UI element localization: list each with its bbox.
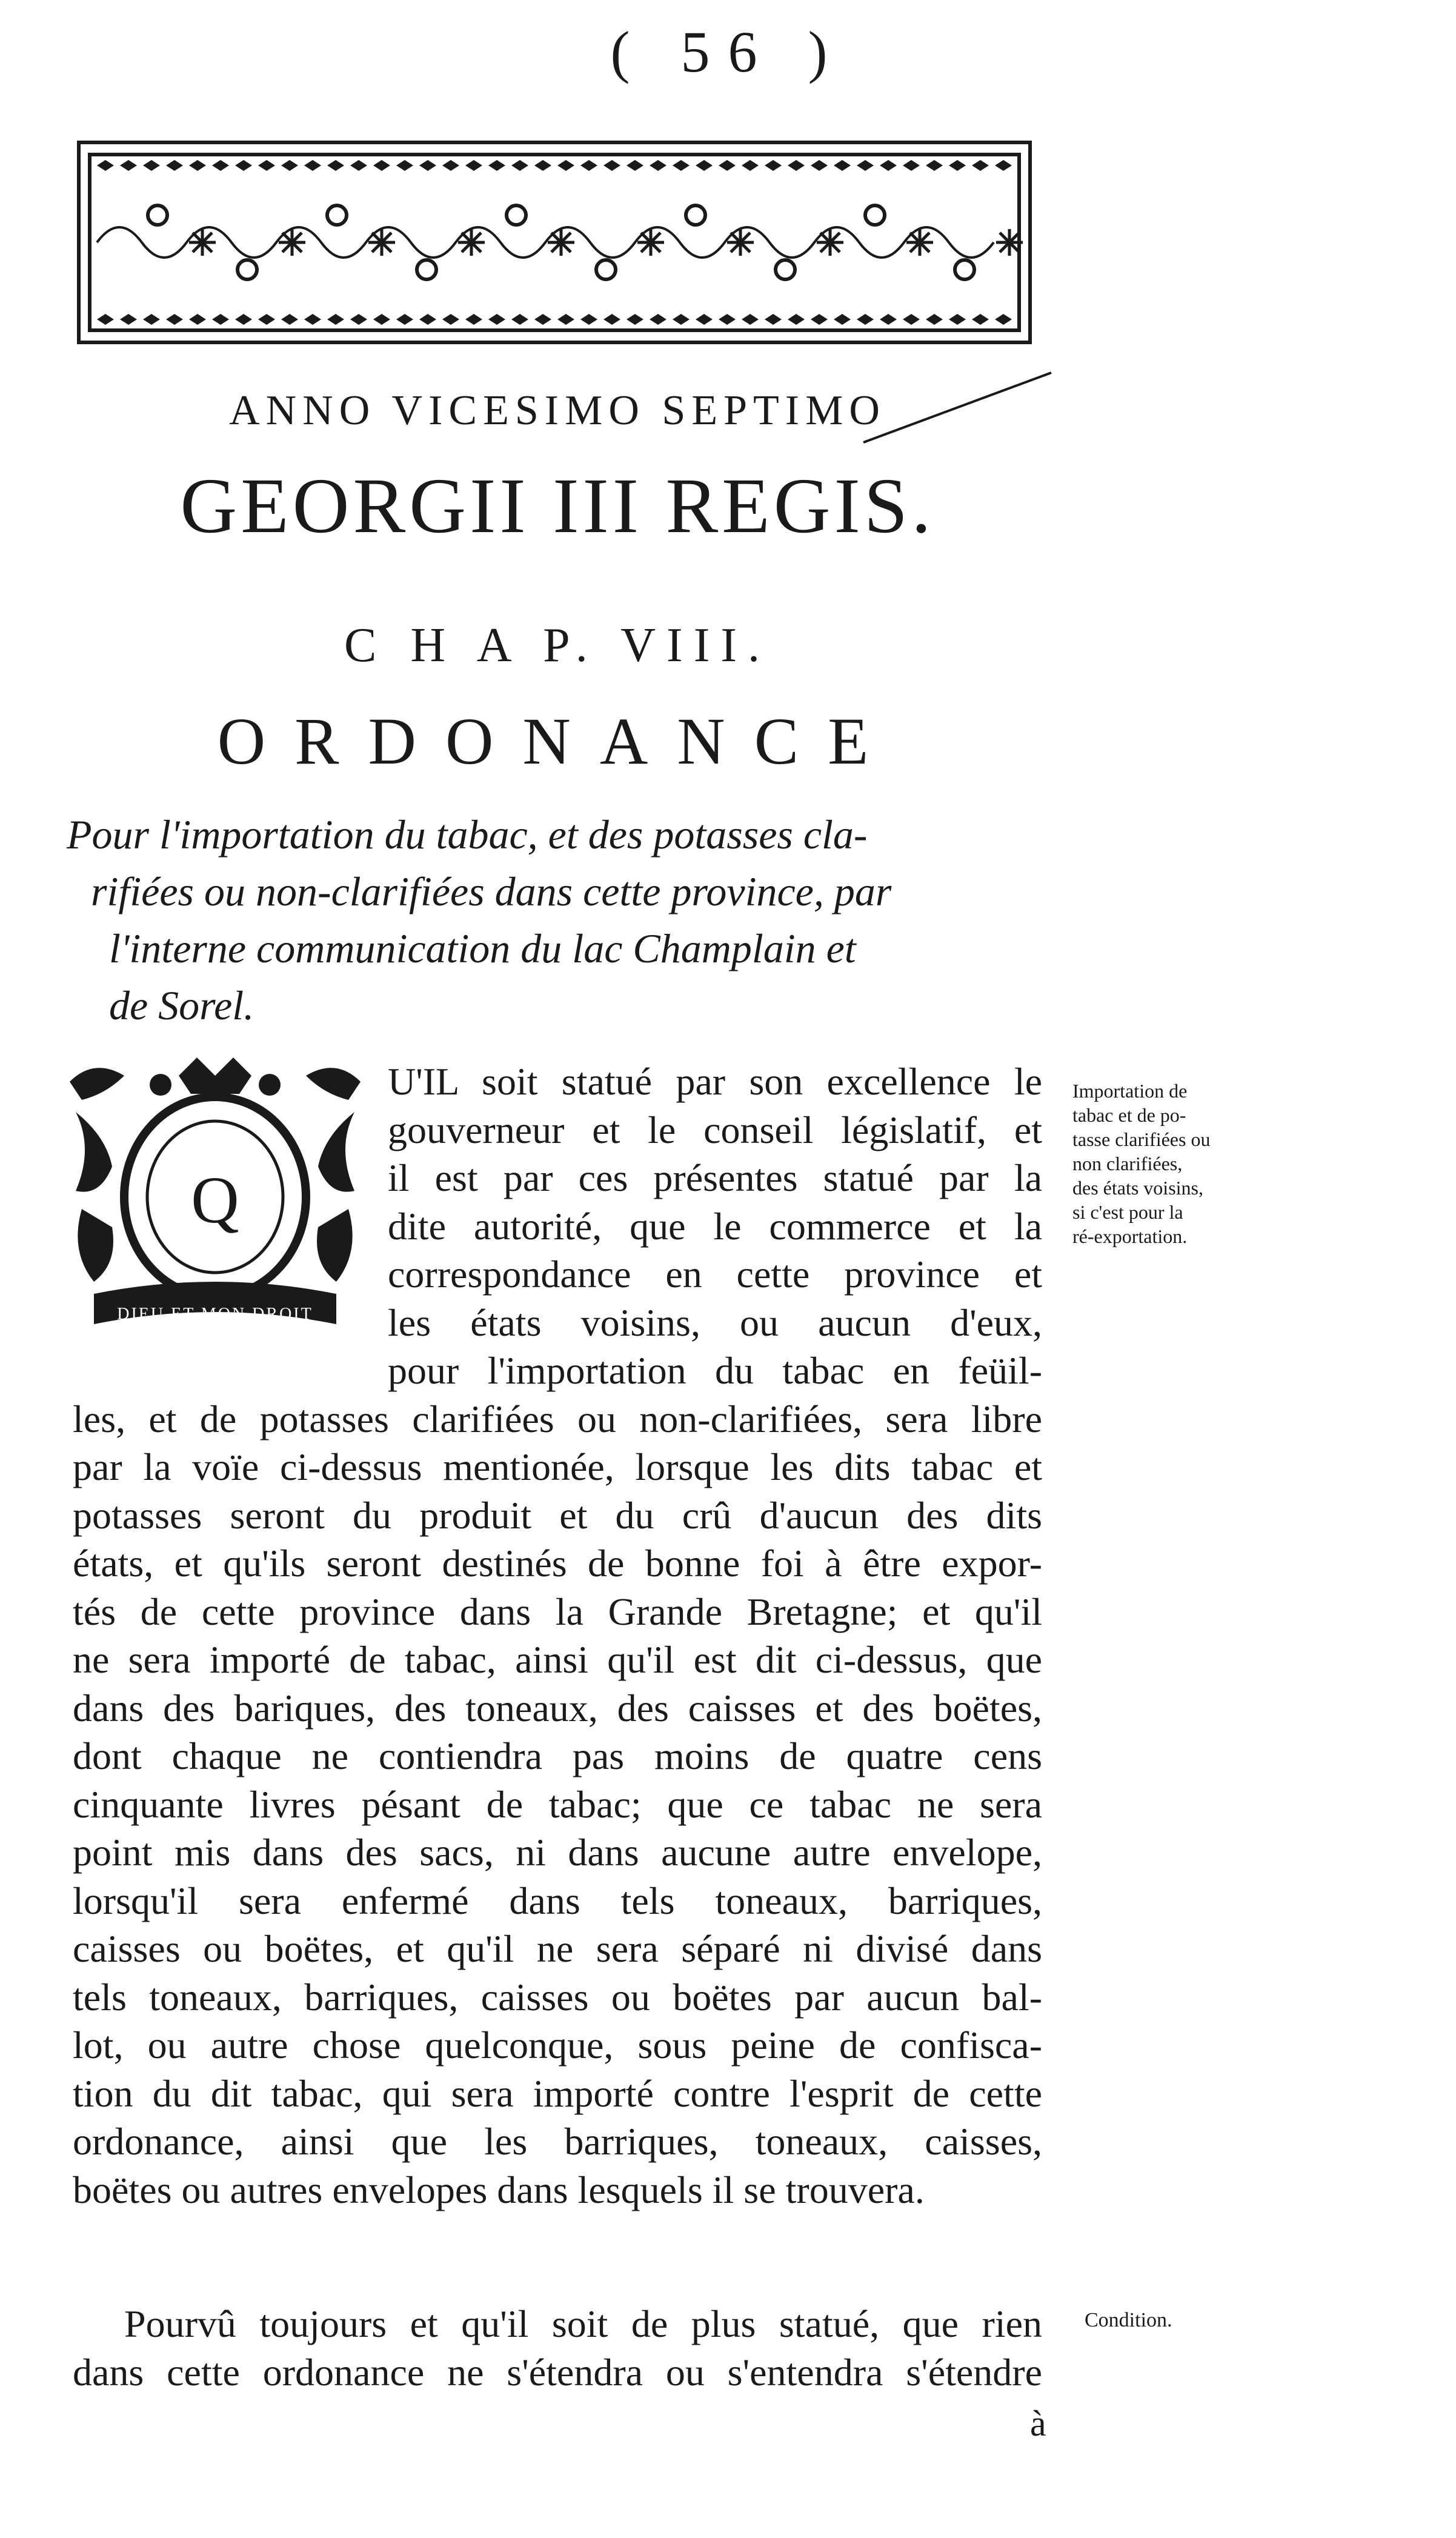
margin-note-condition: Condition. bbox=[1085, 2309, 1172, 2331]
margin-note-line: tasse clarifiées ou bbox=[1072, 1128, 1211, 1150]
border-diamond bbox=[949, 314, 966, 325]
subtitle-line: rifiées ou non-clarifiées dans cette province, par bbox=[91, 868, 892, 914]
initial-motto: DIEU ET MON DROIT bbox=[117, 1305, 313, 1324]
body-line: par la voïe ci-dessus mentionée, lorsque les dits tabac et bbox=[73, 1445, 1042, 1488]
border-diamond bbox=[580, 314, 597, 325]
star-sprig bbox=[906, 229, 933, 256]
body-line: tion du dit tabac, qui sera importé contre l'esprit de cette bbox=[73, 2071, 1042, 2115]
body-line: boëtes ou autres envelopes dans lesquels il se trouvera. bbox=[73, 2168, 925, 2211]
border-diamond bbox=[465, 314, 482, 325]
regis-heading: GEORGII III REGIS. bbox=[180, 462, 935, 550]
border-diamond bbox=[603, 160, 620, 171]
margin-note-line: tabac et de po- bbox=[1072, 1104, 1186, 1126]
border-diamond bbox=[857, 314, 874, 325]
border-diamond bbox=[834, 160, 851, 171]
body-line: les états voisins, ou aucun d'eux, bbox=[388, 1301, 1042, 1344]
vine-garland bbox=[97, 227, 994, 258]
border-diamond bbox=[972, 160, 989, 171]
border-diamond bbox=[811, 314, 828, 325]
ink-stroke bbox=[860, 370, 1054, 448]
rosette bbox=[865, 205, 885, 225]
border-diamond bbox=[880, 160, 897, 171]
border-diamond bbox=[949, 160, 966, 171]
border-diamond bbox=[627, 160, 643, 171]
proviso-line: Pourvû toujours et qu'il soit de plus statué, que rien bbox=[124, 2302, 1042, 2345]
star-sprig bbox=[279, 229, 305, 256]
body-line: lot, ou autre chose quelconque, sous peine de confisca- bbox=[73, 2023, 1042, 2067]
border-diamond bbox=[97, 314, 114, 325]
body-line: gouverneur et le conseil législatif, et bbox=[388, 1108, 1042, 1151]
body-line: potasses seront du produit et du crû d'aucun des dits bbox=[73, 1493, 1042, 1537]
margin-note-line: ré-exportation. bbox=[1072, 1225, 1188, 1247]
border-diamond bbox=[534, 314, 551, 325]
border-diamond bbox=[696, 314, 713, 325]
body-line: tels toneaux, barriques, caisses ou boëtes par aucun bal- bbox=[73, 1975, 1042, 2019]
body-line: ne sera importé de tabac, ainsi qu'il est dit ci-dessus, que bbox=[73, 1638, 1042, 1681]
border-diamond bbox=[465, 160, 482, 171]
border-diamond bbox=[373, 160, 390, 171]
border-diamond bbox=[166, 160, 183, 171]
rosette bbox=[955, 260, 974, 279]
border-diamond bbox=[650, 314, 667, 325]
border-diamond bbox=[258, 160, 275, 171]
body-line: cinquante livres pésant de tabac; que ce tabac ne sera bbox=[73, 1782, 1042, 1826]
subtitle-line: de Sorel. bbox=[109, 982, 254, 1028]
border-diamond bbox=[742, 314, 759, 325]
body-line: ordonance, ainsi que les barriques, toneaux, caisses, bbox=[73, 2120, 1042, 2163]
border-diamond bbox=[373, 314, 390, 325]
star-sprig bbox=[727, 229, 754, 256]
ornamental-headpiece bbox=[67, 130, 1042, 355]
body-line: dite autorité, que le commerce et la bbox=[388, 1204, 1042, 1248]
border-diamond bbox=[189, 160, 206, 171]
border-diamond bbox=[97, 160, 114, 171]
border-diamond bbox=[327, 314, 344, 325]
body-line: correspondance en cette province et bbox=[388, 1253, 1042, 1296]
margin-note-line: si c'est pour la bbox=[1072, 1201, 1183, 1223]
border-diamond bbox=[212, 314, 229, 325]
border-diamond bbox=[857, 160, 874, 171]
border-diamond bbox=[995, 160, 1012, 171]
border-diamond bbox=[627, 314, 643, 325]
rosette bbox=[417, 260, 436, 279]
border-diamond bbox=[511, 160, 528, 171]
border-diamond bbox=[972, 314, 989, 325]
border-diamond bbox=[304, 160, 321, 171]
border-diamond bbox=[304, 314, 321, 325]
body-line: il est par ces présentes statué par la bbox=[388, 1156, 1042, 1199]
body-line: dans des bariques, des toneaux, des caisses et des boëtes, bbox=[73, 1686, 1042, 1730]
body-line: U'IL soit statué par son excellence le bbox=[388, 1060, 1042, 1103]
border-diamond bbox=[926, 314, 943, 325]
border-diamond bbox=[995, 314, 1012, 325]
page-number: ( 56 ) bbox=[610, 19, 846, 84]
margin-note-line: non clarifiées, bbox=[1072, 1153, 1183, 1174]
border-diamond bbox=[557, 160, 574, 171]
border-diamond bbox=[143, 314, 160, 325]
border-diamond bbox=[442, 160, 459, 171]
margin-note-line: Importation de bbox=[1072, 1080, 1188, 1102]
margin-note-line: des états voisins, bbox=[1072, 1177, 1203, 1199]
body-line: lorsqu'il sera enfermé dans tels toneaux, barriques, bbox=[73, 1879, 1042, 1922]
border-diamond bbox=[788, 314, 805, 325]
ordonance-heading: ORDONANCE bbox=[217, 704, 898, 778]
proviso-line: dans cette ordonance ne s'étendra ou s'entendra s'étendre bbox=[73, 2350, 1042, 2394]
ordonance-subtitle bbox=[67, 806, 1060, 1034]
border-diamond bbox=[235, 314, 252, 325]
body-line: les, et de potasses clarifiées ou non-clarifiées, sera libre bbox=[73, 1397, 1042, 1441]
border-diamond bbox=[742, 160, 759, 171]
star-sprig bbox=[368, 229, 395, 256]
border-diamond bbox=[350, 314, 367, 325]
star-sprig bbox=[458, 229, 485, 256]
border-diamond bbox=[419, 160, 436, 171]
rosette bbox=[507, 205, 526, 225]
border-diamond bbox=[281, 160, 298, 171]
border-diamond bbox=[120, 314, 137, 325]
border-diamond bbox=[673, 160, 690, 171]
rosette bbox=[238, 260, 257, 279]
border-diamond bbox=[903, 314, 920, 325]
border-diamond bbox=[166, 314, 183, 325]
border-diamond bbox=[534, 160, 551, 171]
border-diamond bbox=[580, 160, 597, 171]
catchword: à bbox=[1030, 2403, 1046, 2443]
chapter-heading: C H A P. VIII. bbox=[344, 619, 771, 672]
body-line: états, et qu'ils seront destinés de bonne foi à être expor- bbox=[73, 1542, 1042, 1585]
body-line: pour l'importation du tabac en feüil- bbox=[388, 1349, 1042, 1392]
subtitle-line: Pour l'importation du tabac, et des potasses cla- bbox=[67, 811, 868, 858]
rosette bbox=[596, 260, 616, 279]
border-diamond bbox=[834, 314, 851, 325]
border-diamond bbox=[235, 160, 252, 171]
border-diamond bbox=[189, 314, 206, 325]
border-diamond bbox=[557, 314, 574, 325]
border-diamond bbox=[488, 160, 505, 171]
ordonance-body bbox=[73, 1058, 1042, 2214]
star-sprig bbox=[548, 229, 574, 256]
border-diamond bbox=[396, 160, 413, 171]
border-diamond bbox=[396, 314, 413, 325]
border-diamond bbox=[488, 314, 505, 325]
anno-heading: ANNO VICESIMO SEPTIMO bbox=[229, 387, 886, 434]
border-diamond bbox=[880, 314, 897, 325]
rosette bbox=[327, 205, 347, 225]
border-diamond bbox=[212, 160, 229, 171]
border-diamond bbox=[327, 160, 344, 171]
border-diamond bbox=[511, 314, 528, 325]
star-sprig bbox=[996, 229, 1023, 256]
star-sprig bbox=[189, 229, 216, 256]
border-diamond bbox=[442, 314, 459, 325]
border-diamond bbox=[258, 314, 275, 325]
border-diamond bbox=[143, 160, 160, 171]
star-sprig bbox=[817, 229, 843, 256]
border-diamond bbox=[811, 160, 828, 171]
body-line: tés de cette province dans la Grande Bretagne; et qu'il bbox=[73, 1590, 1042, 1633]
border-diamond bbox=[765, 314, 782, 325]
border-diamond bbox=[719, 160, 736, 171]
rosette bbox=[776, 260, 795, 279]
rosette bbox=[686, 205, 705, 225]
border-diamond bbox=[788, 160, 805, 171]
subtitle-line: l'interne communication du lac Champlain et bbox=[109, 925, 856, 971]
border-diamond bbox=[603, 314, 620, 325]
proviso-paragraph bbox=[73, 2300, 1042, 2396]
body-line: point mis dans des sacs, ni dans aucune autre envelope, bbox=[73, 1831, 1042, 1874]
border-diamond bbox=[765, 160, 782, 171]
border-diamond bbox=[650, 160, 667, 171]
border-diamond bbox=[903, 160, 920, 171]
rosette bbox=[148, 205, 167, 225]
border-diamond bbox=[719, 314, 736, 325]
border-diamond bbox=[673, 314, 690, 325]
border-diamond bbox=[926, 160, 943, 171]
border-diamond bbox=[350, 160, 367, 171]
border-diamond bbox=[281, 314, 298, 325]
margin-note bbox=[1072, 1079, 1254, 1248]
border-diamond bbox=[120, 160, 137, 171]
body-line: dont chaque ne contiendra pas moins de quatre cens bbox=[73, 1734, 1042, 1777]
border-diamond bbox=[419, 314, 436, 325]
border-diamond bbox=[696, 160, 713, 171]
initial-letter: Q bbox=[191, 1163, 239, 1237]
body-line: caisses ou boëtes, et qu'il ne sera séparé ni divisé dans bbox=[73, 1927, 1042, 1970]
star-sprig bbox=[637, 229, 664, 256]
